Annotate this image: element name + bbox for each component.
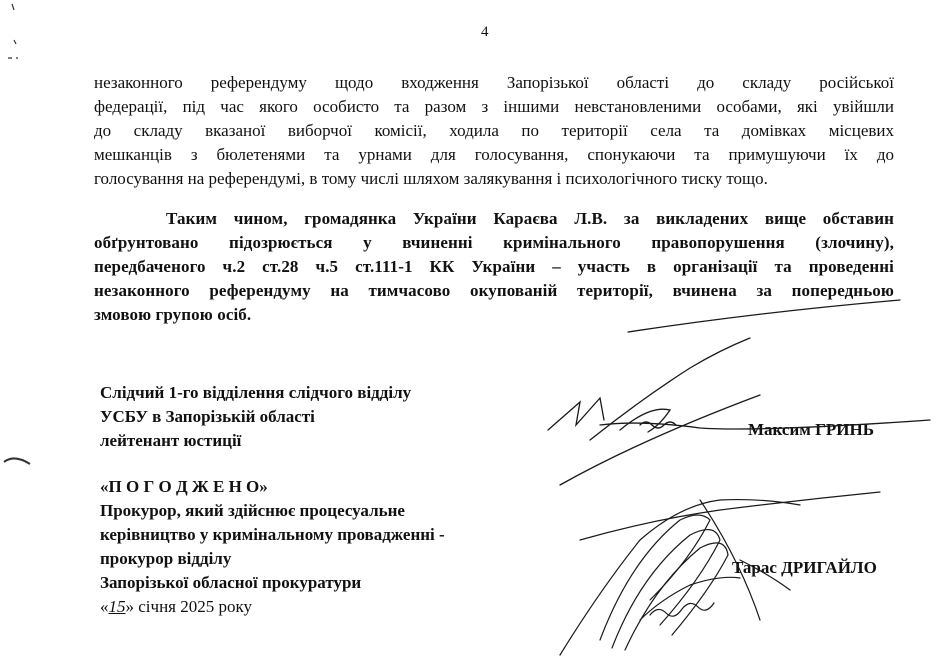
- page-number: 4: [481, 24, 489, 40]
- date-day-handwritten: 15: [108, 597, 126, 616]
- text-line: мешканців з бюлетенями та урнами для голосування, спонукаючи та примушуючи їх до: [94, 145, 894, 164]
- date-rest: » січня 2025 року: [125, 597, 253, 616]
- body-paragraph-continuation: [94, 71, 894, 191]
- approval-date: [100, 595, 445, 619]
- investigator-position-line: Слідчий 1-го відділення слідчого відділу: [100, 383, 412, 402]
- approval-position-line: Запорізької обласної прокуратури: [100, 573, 362, 592]
- text-line: змовою групою осіб.: [94, 305, 252, 324]
- text-line: федерації, під час якого особисто та разом з іншими невстановленими особами, які увійшли: [94, 97, 894, 116]
- investigator-name: Максим ГРИНЬ: [748, 420, 874, 439]
- prosecutor-name: Тарас ДРИГАЙЛО: [732, 558, 877, 577]
- text-line: Таким чином, громадянка України Караєва Л.В. за викладених вище обставин: [166, 209, 894, 228]
- investigator-signature-block: [100, 381, 411, 453]
- conclusion-paragraph: [94, 207, 894, 327]
- investigator-position-line: УСБУ в Запорізькій області: [100, 407, 315, 426]
- investigator-signature: [548, 300, 930, 485]
- text-line: до складу вказаної виборчої комісії, ходила по території села та домівках місцевих: [94, 121, 894, 140]
- approval-position-line: Прокурор, який здійснює процесуальне: [100, 501, 405, 520]
- text-line: передбаченого ч.2 ст.28 ч.5 ст.111-1 КК України – участь в організації та проведенні: [94, 257, 894, 276]
- approval-block: [100, 475, 445, 619]
- approval-position-line: керівництво у кримінальному провадженні -: [100, 525, 445, 544]
- approval-heading: «П О Г О Д Ж Е Н О»: [100, 477, 268, 496]
- scan-margin-arc: [4, 458, 30, 464]
- text-line: обґрунтовано підозрюється у вчиненні кримінального правопорушення (злочину),: [94, 233, 894, 252]
- investigator-rank-line: лейтенант юстиції: [100, 431, 242, 450]
- text-line: незаконного референдуму на тимчасово окупованій території, вчинена за попередньою: [94, 281, 894, 300]
- date-quote-open: «: [100, 597, 109, 616]
- text-line: голосування на референдумі, в тому числі шляхом залякування і психологічного тиску тощо.: [94, 169, 768, 188]
- text-line: незаконного референдуму щодо входження Запорізької області до складу російської: [94, 73, 894, 92]
- approval-position-line: прокурор відділу: [100, 549, 232, 568]
- scan-dot-mark: [14, 40, 16, 44]
- scan-dot-mark: [12, 4, 14, 10]
